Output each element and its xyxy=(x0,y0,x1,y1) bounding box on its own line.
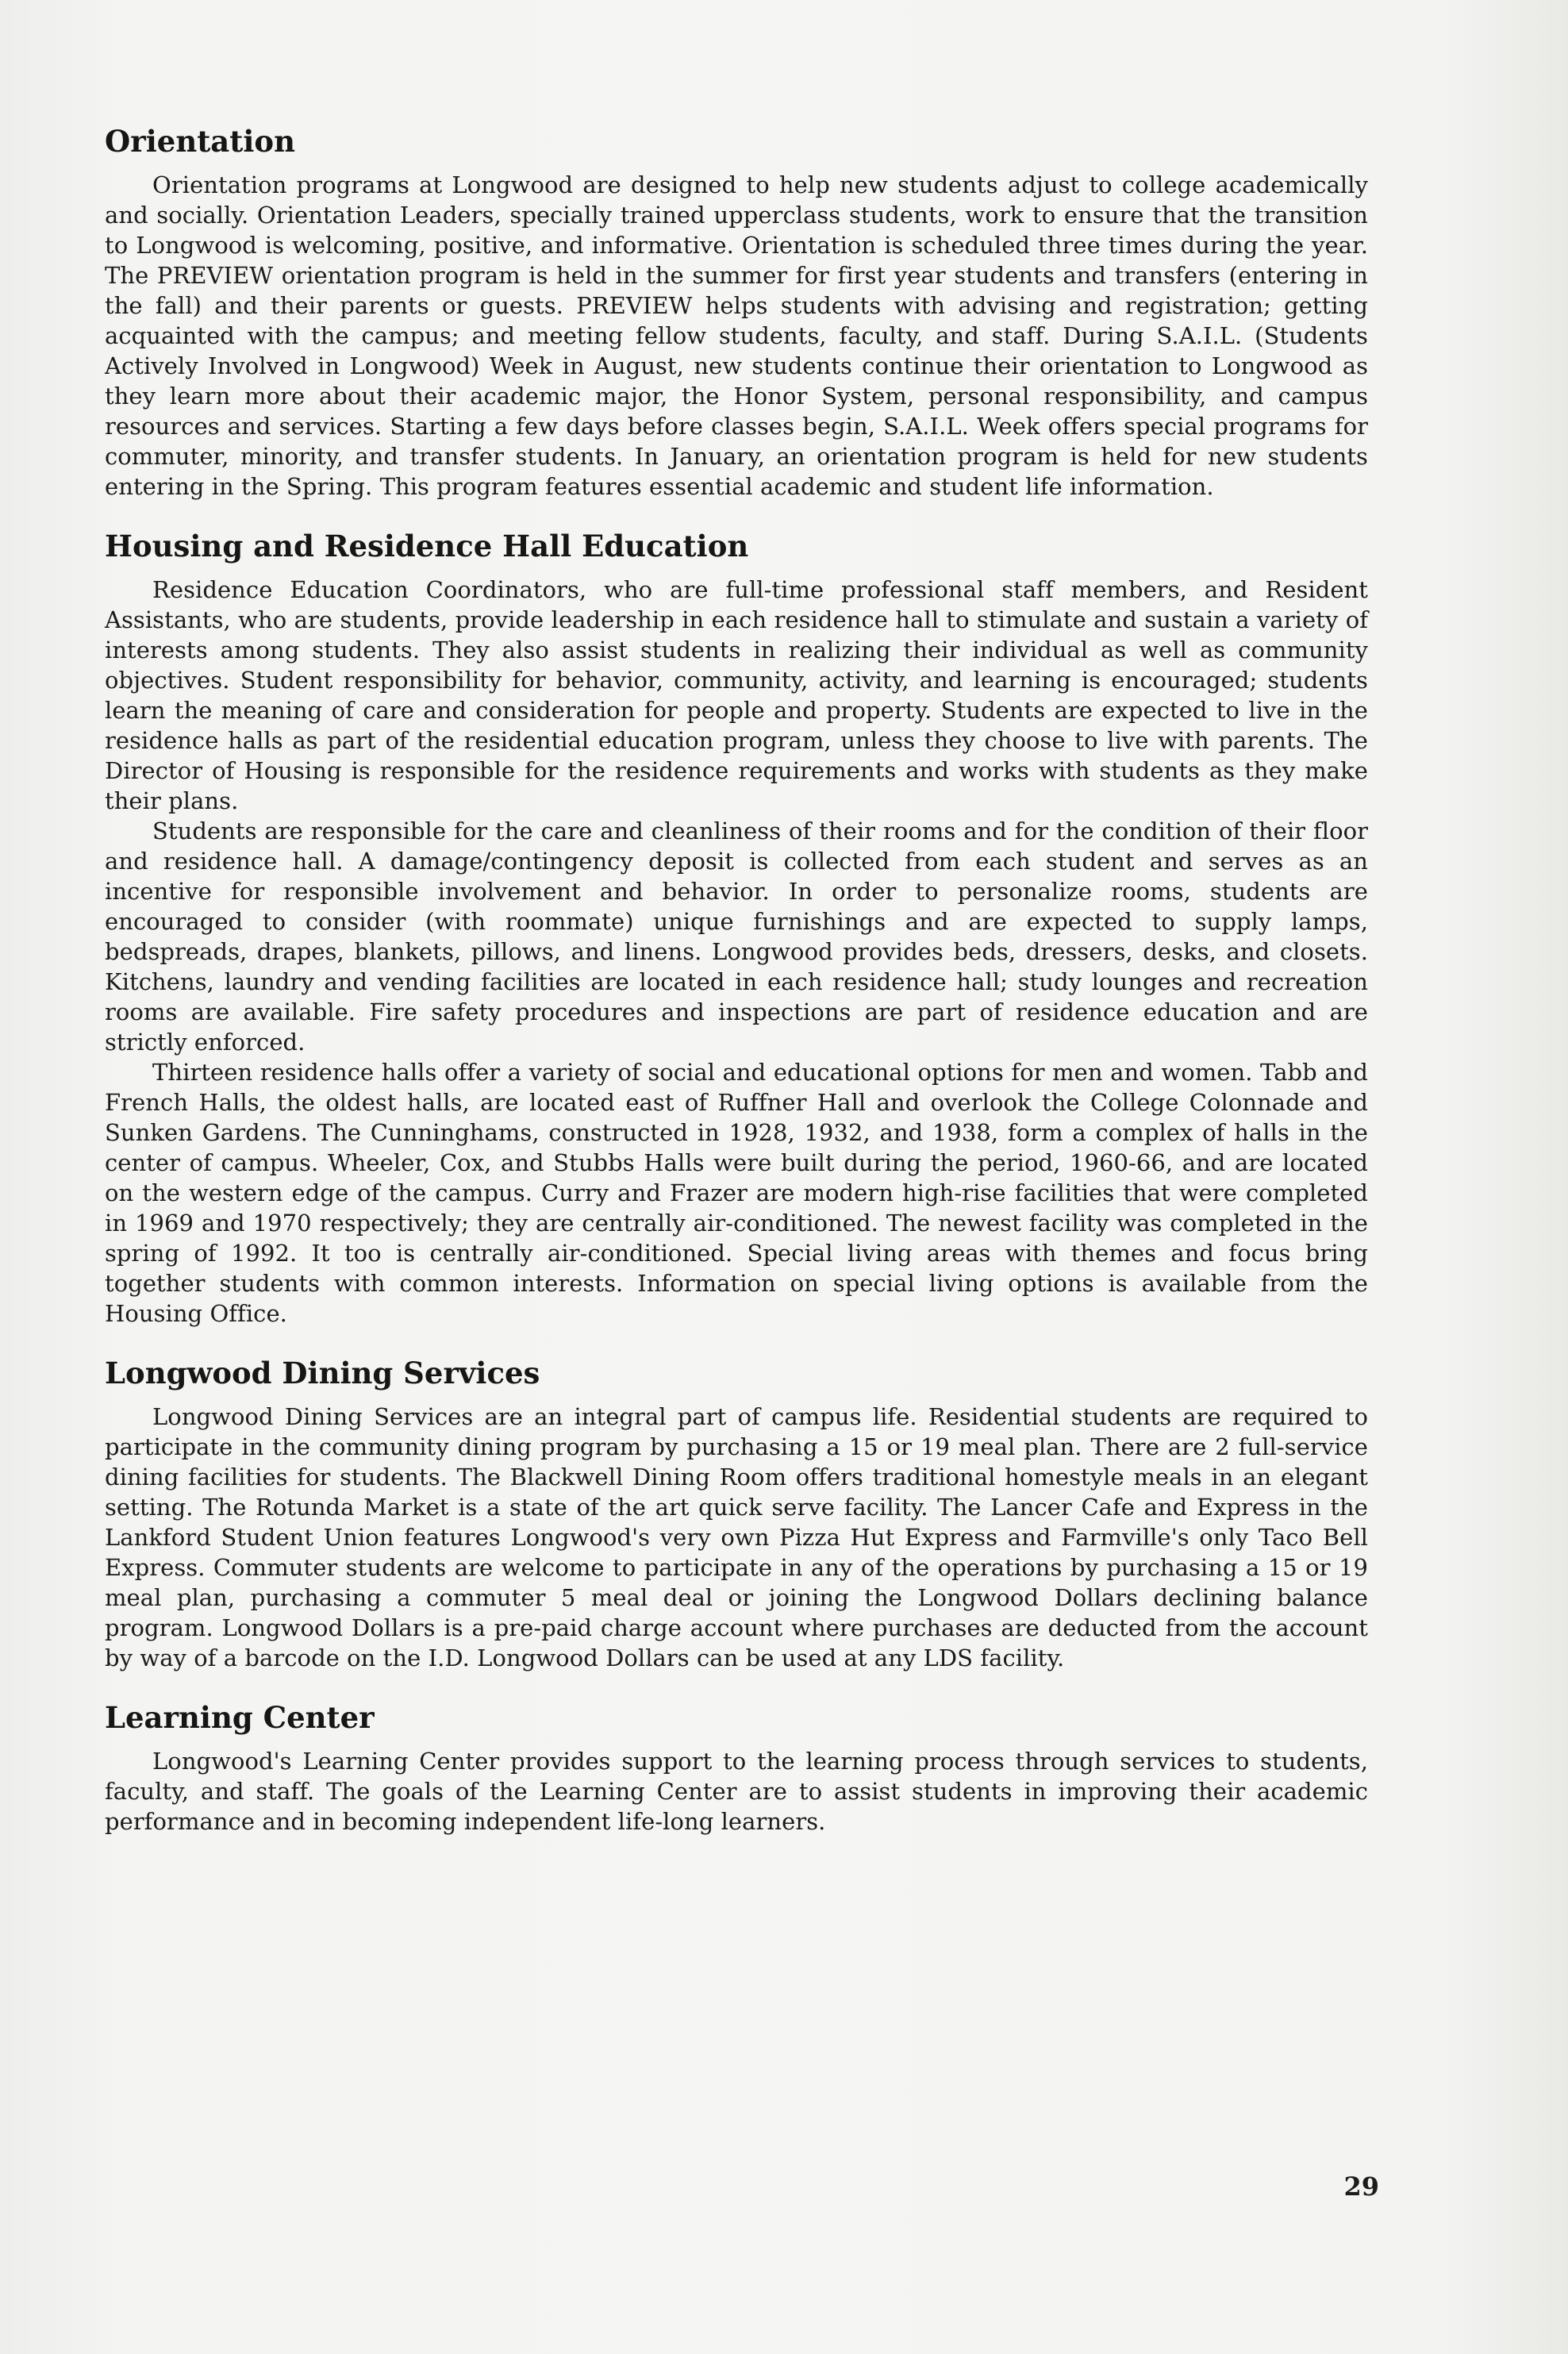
section-paragraph: Longwood's Learning Center provides support to the learning process through services to students, faculty, and staff. The goals of the Learning Center are to assist students in improving their academic performance and in becoming independent life-long learners. xyxy=(105,1748,1368,1835)
section-orientation xyxy=(105,121,1368,502)
section-dining xyxy=(105,1352,1368,1673)
section-paragraph: Thirteen residence halls offer a variety of social and educational options for men and women. Tabb and French Halls, the oldest halls, are located east of Ruffner Hall and overlook the College Colonnade and Sunken Gardens. The Cunninghams, constructed in 1928, 1932, and 1938, form a complex of halls in the center of campus. Wheeler, Cox, and Stubbs Halls were built during the period, 1960-66, and are located on the western edge of the campus. Curry and Frazer are modern high-rise facilities that were completed in 1969 and 1970 respectively; they are centrally air-conditioned. The newest facility was completed in the spring of 1992. It too is centrally air-conditioned. Special living areas with themes and focus bring together students with common interests. Information on special living options is available from the Housing Office. xyxy=(105,1059,1368,1327)
section-heading: Housing and Residence Hall Education xyxy=(105,529,749,563)
section-paragraph: Orientation programs at Longwood are designed to help new students adjust to college academically and socially. Orientation Leaders, specially trained upperclass students, work to ensure that the transition to Longwood is welcoming, positive, and informative. Orientation is scheduled three times during the year. The PREVIEW orientation program is held in the summer for first year students and transfers (entering in the fall) and their parents or guests. PREVIEW helps students with advising and registration; getting acquainted with the campus; and meeting fellow students, faculty, and staff. During S.A.I.L. (Students Actively Involved in Longwood) Week in August, new students continue their orientation to Longwood as they learn more about their academic major, the Honor System, personal responsibility, and campus resources and services. Starting a few days before classes begin, S.A.I.L. Week offers special programs for commuter, minority, and transfer students. In January, an orientation program is held for new students entering in the Spring. This program features essential academic and student life information. xyxy=(105,171,1368,500)
section-learning-center xyxy=(105,1697,1368,1837)
section-heading: Longwood Dining Services xyxy=(105,1356,540,1390)
section-housing xyxy=(105,525,1368,1329)
page-number: 29 xyxy=(1343,2171,1379,2202)
section-paragraph: Residence Education Coordinators, who are full-time professional staff members, and Resident Assistants, who are students, provide leadership in each residence hall to stimulate and sustain a variety of interests among students. They also assist students in realizing their individual as well as community objectives. Student responsibility for behavior, community, activity, and learning is encouraged; students learn the meaning of care and consideration for people and property. Students are expected to live in the residence halls as part of the residential education program, unless they choose to live with parents. The Director of Housing is responsible for the residence requirements and works with students as they make their plans. xyxy=(105,576,1368,814)
section-heading: Learning Center xyxy=(105,1700,375,1735)
section-paragraph: Longwood Dining Services are an integral part of campus life. Residential students are required to participate in the community dining program by purchasing a 15 or 19 meal plan. There are 2 full-service dining facilities for students. The Blackwell Dining Room offers traditional homestyle meals in an elegant setting. The Rotunda Market is a state of the art quick serve facility. The Lancer Cafe and Express in the Lankford Student Union features Longwood's very own Pizza Hut Express and Farmville's only Taco Bell Express. Commuter students are welcome to participate in any of the operations by purchasing a 15 or 19 meal plan, purchasing a commuter 5 meal deal or joining the Longwood Dollars declining balance program. Longwood Dollars is a pre-paid charge account where purchases are deducted from the account by way of a barcode on the I.D. Longwood Dollars can be used at any LDS facility. xyxy=(105,1403,1368,1671)
page-content xyxy=(105,121,1368,1860)
section-paragraph: Students are responsible for the care and cleanliness of their rooms and for the condition of their floor and residence hall. A damage/contingency deposit is collected from each student and serves as an incentive for responsible involvement and behavior. In order to personalize rooms, students are encouraged to consider (with roommate) unique furnishings and are expected to supply lamps, bedspreads, drapes, blankets, pillows, and linens. Longwood provides beds, dressers, desks, and closets. Kitchens, laundry and vending facilities are located in each residence hall; study lounges and recreation rooms are available. Fire safety procedures and inspections are part of residence education and are strictly enforced. xyxy=(105,817,1368,1056)
section-heading: Orientation xyxy=(105,124,296,159)
